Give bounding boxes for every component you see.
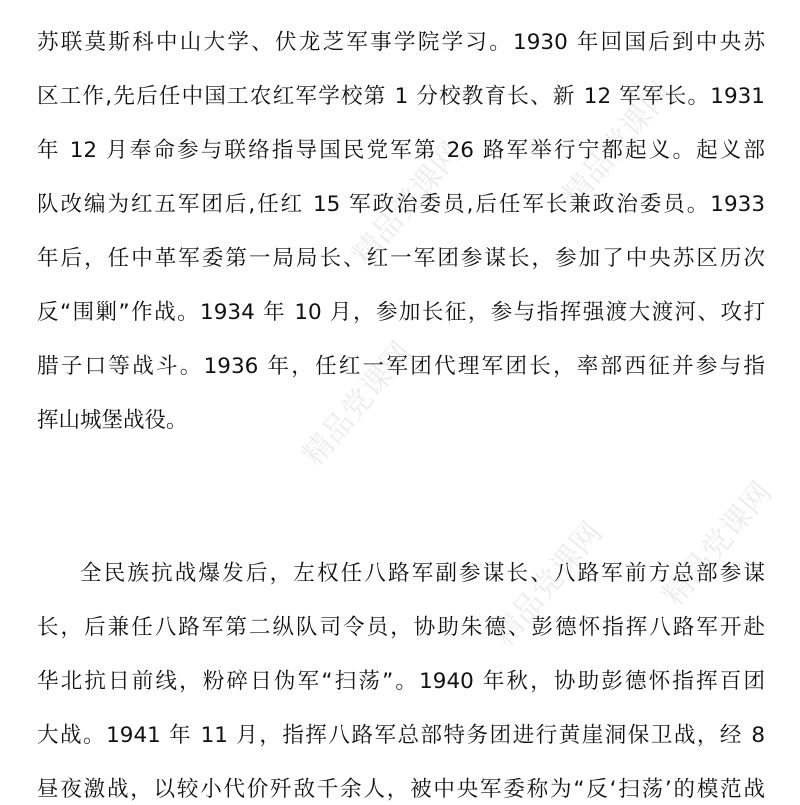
text-line: 反“围剿”作战。1934 年 10 月，参加长征，参与指挥强渡大渡河、攻打 [37,300,765,325]
text-line: 年后，任中革军委第一局局长、红一军团参谋长，参加了中央苏区历次 [37,246,765,271]
text-line: 苏联莫斯科中山大学、伏龙芝军事学院学习。1930 年回国后到中央苏 [37,30,765,55]
text-line: 昼夜激战，以较小代价歼敌千余人，被中央军委称为“反‘扫荡’的模范战 [37,777,765,802]
watermark-text: 精品党课网 [346,135,470,273]
watermark-text: 精品党课网 [486,515,610,653]
text-line: 腊子口等战斗。1936 年，任红一军团代理军团长，率部西征并参与指 [37,354,765,379]
watermark-text: 精品党课网 [656,475,780,613]
text-line: 长，后兼任八路军第二纵队司令员，协助朱德、彭德怀指挥八路军开赴 [37,615,765,640]
text-line: 华北抗日前线，粉碎日伪军“扫荡”。1940 年秋，协助彭德怀指挥百团 [37,669,765,694]
text-line: 挥山城堡战役。 [37,408,188,433]
text-line: 年 12 月奉命参与联络指导国民党军第 26 路军举行宁都起义。起义部 [37,138,765,163]
text-line: 大战。1941 年 11 月，指挥八路军总部特务团进行黄崖洞保卫战，经 8 [37,723,765,748]
text-line: 区工作,先后任中国工农红军学校第 1 分校教育长、新 12 军军长。1931 [37,84,765,109]
watermark-text: 精品党课网 [296,335,420,473]
watermark-text: 精品党课网 [556,75,680,213]
text-line: 队改编为红五军团后,任红 15 军政治委员,后任军长兼政治委员。1933 [37,192,765,217]
text-line: 全民族抗战爆发后，左权任八路军副参谋长、八路军前方总部参谋 [80,561,765,586]
